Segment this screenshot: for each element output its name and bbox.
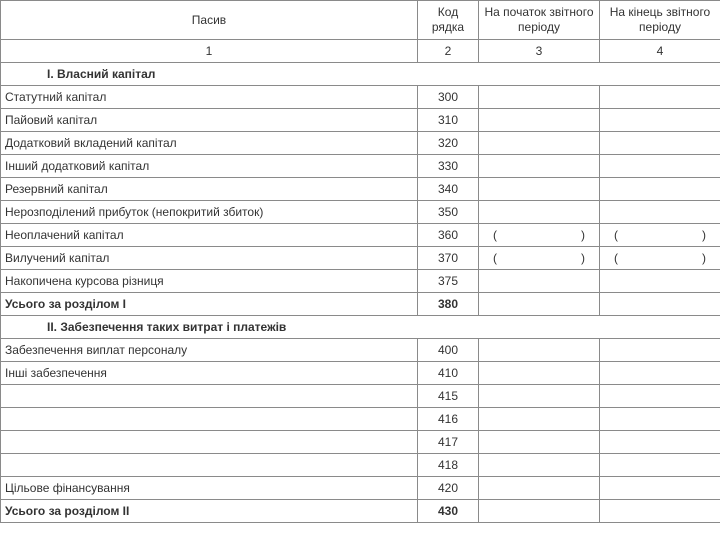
- row-code: 360: [418, 224, 479, 247]
- open-bracket: (: [493, 251, 497, 265]
- row-code: 420: [418, 477, 479, 500]
- header-row: [1, 1, 720, 40]
- value-start-cell[interactable]: [479, 109, 600, 132]
- negative-value-brackets: [604, 251, 716, 265]
- value-end-cell[interactable]: [600, 109, 720, 132]
- column-number-row: [1, 40, 720, 63]
- close-bracket: ): [702, 251, 706, 265]
- table-row: [1, 477, 720, 500]
- negative-value-brackets: [604, 228, 716, 242]
- value-start-cell[interactable]: [479, 408, 600, 431]
- table-row: [1, 86, 720, 109]
- header-row-code: Код рядка: [418, 1, 479, 40]
- total-code: 430: [418, 500, 479, 523]
- column-number: 2: [418, 40, 479, 63]
- value-end-cell[interactable]: [600, 454, 720, 477]
- row-label: Інший додатковий капітал: [1, 155, 418, 178]
- value-start-cell[interactable]: [479, 155, 600, 178]
- column-number: 4: [600, 40, 720, 63]
- row-label: Неоплачений капітал: [1, 224, 418, 247]
- value-end-cell[interactable]: [600, 477, 720, 500]
- section-equity-title-row: [1, 63, 720, 86]
- row-code: 340: [418, 178, 479, 201]
- value-start-cell[interactable]: [479, 339, 600, 362]
- value-start-cell[interactable]: [479, 86, 600, 109]
- header-liabilities: Пасив: [1, 1, 418, 40]
- row-label: Нерозподілений прибуток (непокритий збиток): [1, 201, 418, 224]
- table-row: [1, 109, 720, 132]
- value-end-cell[interactable]: [600, 247, 720, 270]
- section-provisions-title: II. Забезпечення таких витрат і платежів: [1, 316, 720, 339]
- value-end-cell[interactable]: [600, 339, 720, 362]
- table-row: [1, 408, 720, 431]
- value-start-cell[interactable]: [479, 431, 600, 454]
- value-start-cell[interactable]: [479, 201, 600, 224]
- value-start-cell[interactable]: [479, 385, 600, 408]
- open-bracket: (: [614, 251, 618, 265]
- table-row: [1, 339, 720, 362]
- row-label: [1, 454, 418, 477]
- row-label: [1, 431, 418, 454]
- row-label: [1, 408, 418, 431]
- table-row: [1, 155, 720, 178]
- row-code: 370: [418, 247, 479, 270]
- total-start-cell[interactable]: [479, 293, 600, 316]
- value-start-cell[interactable]: [479, 178, 600, 201]
- value-end-cell[interactable]: [600, 132, 720, 155]
- row-code: 418: [418, 454, 479, 477]
- negative-value-brackets: [483, 228, 595, 242]
- table-row: [1, 178, 720, 201]
- row-code: 415: [418, 385, 479, 408]
- value-start-cell[interactable]: [479, 477, 600, 500]
- row-code: 310: [418, 109, 479, 132]
- table-row: [1, 362, 720, 385]
- table-row: [1, 270, 720, 293]
- table-row: [1, 247, 720, 270]
- value-end-cell[interactable]: [600, 178, 720, 201]
- table-row: [1, 132, 720, 155]
- close-bracket: ): [581, 251, 585, 265]
- table-row: [1, 224, 720, 247]
- value-end-cell[interactable]: [600, 86, 720, 109]
- value-end-cell[interactable]: [600, 201, 720, 224]
- value-start-cell[interactable]: [479, 362, 600, 385]
- section-equity-title: I. Власний капітал: [1, 63, 720, 86]
- row-label: Інші забезпечення: [1, 362, 418, 385]
- section-equity-total-row: [1, 293, 720, 316]
- row-label: Забезпечення виплат персоналу: [1, 339, 418, 362]
- row-label: [1, 385, 418, 408]
- value-start-cell[interactable]: [479, 132, 600, 155]
- close-bracket: ): [702, 228, 706, 242]
- table-row: [1, 431, 720, 454]
- value-end-cell[interactable]: [600, 408, 720, 431]
- table-row: [1, 454, 720, 477]
- total-end-cell[interactable]: [600, 293, 720, 316]
- value-end-cell[interactable]: [600, 431, 720, 454]
- row-code: 375: [418, 270, 479, 293]
- row-code: 300: [418, 86, 479, 109]
- row-label: Вилучений капітал: [1, 247, 418, 270]
- section-provisions-total-row: [1, 500, 720, 523]
- row-code: 410: [418, 362, 479, 385]
- row-label: Пайовий капітал: [1, 109, 418, 132]
- row-code: 350: [418, 201, 479, 224]
- negative-value-brackets: [483, 251, 595, 265]
- open-bracket: (: [493, 228, 497, 242]
- value-end-cell[interactable]: [600, 385, 720, 408]
- total-label: Усього за розділом II: [1, 500, 418, 523]
- value-start-cell[interactable]: [479, 270, 600, 293]
- row-code: 400: [418, 339, 479, 362]
- row-label: Цільове фінансування: [1, 477, 418, 500]
- value-start-cell[interactable]: [479, 224, 600, 247]
- total-code: 380: [418, 293, 479, 316]
- column-number: 1: [1, 40, 418, 63]
- row-code: 417: [418, 431, 479, 454]
- row-label: Резервний капітал: [1, 178, 418, 201]
- value-end-cell[interactable]: [600, 155, 720, 178]
- value-start-cell[interactable]: [479, 454, 600, 477]
- header-period-start: На початок звітного періоду: [479, 1, 600, 40]
- row-code: 320: [418, 132, 479, 155]
- total-start-cell[interactable]: [479, 500, 600, 523]
- header-period-end: На кінець звітного періоду: [600, 1, 720, 40]
- row-code: 330: [418, 155, 479, 178]
- row-label: Накопичена курсова різниця: [1, 270, 418, 293]
- row-label: Статутний капітал: [1, 86, 418, 109]
- open-bracket: (: [614, 228, 618, 242]
- section-provisions-title-row: [1, 316, 720, 339]
- row-code: 416: [418, 408, 479, 431]
- total-label: Усього за розділом I: [1, 293, 418, 316]
- value-end-cell[interactable]: [600, 270, 720, 293]
- table-row: [1, 201, 720, 224]
- row-label: Додатковий вкладений капітал: [1, 132, 418, 155]
- value-end-cell[interactable]: [600, 362, 720, 385]
- column-number: 3: [479, 40, 600, 63]
- table-row: [1, 385, 720, 408]
- total-end-cell[interactable]: [600, 500, 720, 523]
- close-bracket: ): [581, 228, 585, 242]
- value-end-cell[interactable]: [600, 224, 720, 247]
- value-start-cell[interactable]: [479, 247, 600, 270]
